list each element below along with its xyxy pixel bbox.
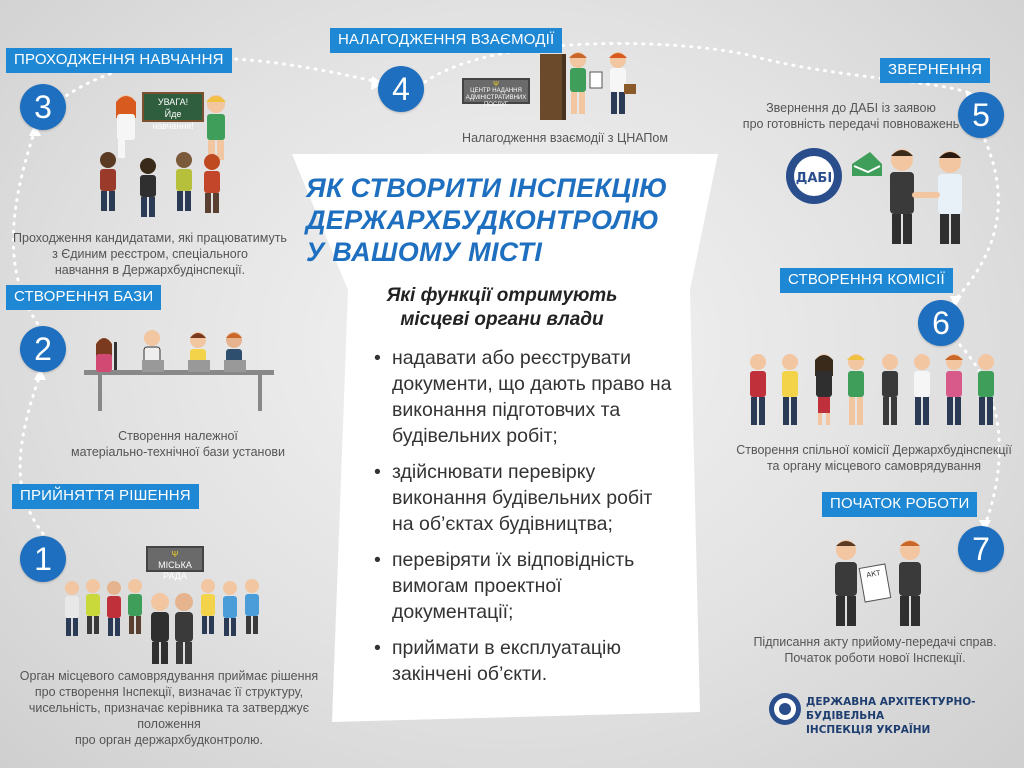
- step-3-label: ПРОХОДЖЕННЯ НАВЧАННЯ: [6, 48, 232, 73]
- step-3-description: [0, 230, 300, 278]
- step-4-label: НАЛАГОДЖЕННЯ ВЗАЄМОДІЇ: [330, 28, 562, 53]
- function-item: [372, 635, 672, 687]
- functions-list: [372, 345, 672, 697]
- step-1-label: ПРИЙНЯТТЯ РІШЕННЯ: [12, 484, 199, 509]
- desc-line: Створення спільної комісії Держархбудінспекції: [736, 443, 1012, 457]
- desc-line: Орган місцевого самоврядування приймає рішення: [19, 669, 319, 683]
- step-6-number: 6: [918, 300, 964, 346]
- step-5-label: ЗВЕРНЕННЯ: [880, 58, 990, 83]
- subtitle-line: місцеві органи влади: [400, 309, 604, 330]
- city-council-text: МІСЬКА РАДА: [158, 560, 192, 581]
- inspection-logo: [768, 692, 802, 726]
- cnap-line: ЦЕНТР НАДАННЯ: [470, 88, 522, 94]
- desc-line: Підписання акту прийому-передачі справ.: [753, 635, 997, 649]
- cnap-office-illustration: [538, 48, 638, 124]
- step-7-number: 7: [958, 526, 1004, 572]
- function-text: перевіряти їх відповідність вимогам проектної документації;: [392, 549, 635, 623]
- title-line: У ВАШОМУ МІСТІ: [306, 237, 543, 267]
- office-workers-illustration: [84, 322, 274, 414]
- act-document-text: АКТ: [865, 568, 882, 580]
- step-6-description: [732, 442, 1016, 474]
- board-line: УВАГА!: [157, 97, 189, 107]
- bullet-icon: •: [374, 347, 381, 369]
- org-line: ІНСПЕКЦІЯ УКРАЇНИ: [806, 724, 931, 736]
- org-line: ДЕРЖАВНА АРХІТЕКТУРНО-БУДІВЕЛЬНА: [806, 696, 976, 722]
- function-item: [372, 345, 672, 449]
- trident-icon: Ψ: [171, 550, 179, 559]
- bullet-icon: •: [374, 549, 381, 571]
- cnap-line: ПОСЛУГ: [483, 102, 509, 108]
- desc-line: Проходження кандидатами, які працюватимуть: [13, 231, 287, 245]
- organization-name: [806, 695, 1024, 737]
- step-7-label: ПОЧАТОК РОБОТИ: [822, 492, 977, 517]
- act-signing-illustration: [826, 536, 936, 628]
- council-people-illustration: [60, 574, 280, 666]
- step-2-label: СТВОРЕННЯ БАЗИ: [6, 285, 161, 310]
- desc-line: з Єдиним реєстром, спеціального: [52, 247, 248, 261]
- desc-line: Налагодження взаємодії з ЦНАПом: [462, 131, 668, 145]
- step-2-description: [58, 428, 298, 460]
- functions-heading: [362, 284, 642, 332]
- desc-line: про орган держархбудконтролю.: [74, 733, 264, 747]
- step-4-number: 4: [378, 66, 424, 112]
- board-line: Йде навчання!: [152, 109, 194, 131]
- handshake-illustration: [782, 142, 982, 248]
- subtitle-line: Які функції отримують: [386, 285, 618, 306]
- city-council-sign: [146, 546, 204, 581]
- step-2-number: 2: [20, 326, 66, 372]
- desc-line: Звернення до ДАБІ із заявою: [766, 101, 936, 115]
- bullet-icon: •: [374, 637, 381, 659]
- desc-line: та органу місцевого самоврядування: [766, 459, 982, 473]
- cnap-line: АДМІНІСТРАТИВНИХ: [465, 95, 527, 101]
- bullet-icon: •: [374, 461, 381, 483]
- desc-line: чисельність, призначає керівника та затверджує положення: [28, 701, 310, 731]
- step-1-number: 1: [20, 536, 66, 582]
- step-3-number: 3: [20, 84, 66, 130]
- desc-line: навчання в Держархбудінспекції.: [54, 263, 246, 277]
- step-4-description: [440, 130, 690, 146]
- desc-line: матеріально-технічної бази установи: [70, 445, 286, 459]
- step-1-description: [4, 668, 334, 748]
- step-7-description: [734, 634, 1016, 666]
- step-6-label: СТВОРЕННЯ КОМІСІЇ: [780, 268, 953, 293]
- desc-line: про створення Інспекції, визначає її структуру,: [34, 685, 304, 699]
- desc-line: Створення належної: [118, 429, 238, 443]
- main-title: [306, 172, 706, 268]
- function-text: приймати в експлуатацію закінчені об’єкти.: [392, 637, 621, 685]
- desc-line: про готовність передачі повноважень: [742, 117, 960, 131]
- trident-icon: Ψ: [493, 81, 499, 88]
- dabi-seal-text: ДАБІ: [795, 171, 833, 186]
- step-5-description: [738, 100, 964, 132]
- step-5-number: 5: [958, 92, 1004, 138]
- title-line: ДЕРЖАРХБУДКОНТРОЛЮ: [306, 205, 660, 235]
- function-item: [372, 547, 672, 625]
- function-item: [372, 459, 672, 537]
- commission-illustration: [744, 350, 1004, 432]
- cnap-sign: [462, 78, 530, 108]
- title-line: ЯК СТВОРИТИ ІНСПЕКЦІЮ: [306, 173, 668, 203]
- function-text: здійснювати перевірку виконання будівельних робіт на об’єктах будівництва;: [392, 461, 653, 535]
- function-text: надавати або реєструвати документи, що дають право на виконання підготовчих та будівельних робіт;: [392, 347, 672, 447]
- person-icon: [65, 579, 259, 664]
- training-illustration: [96, 92, 236, 220]
- desc-line: Початок роботи нової Інспекції.: [784, 651, 966, 665]
